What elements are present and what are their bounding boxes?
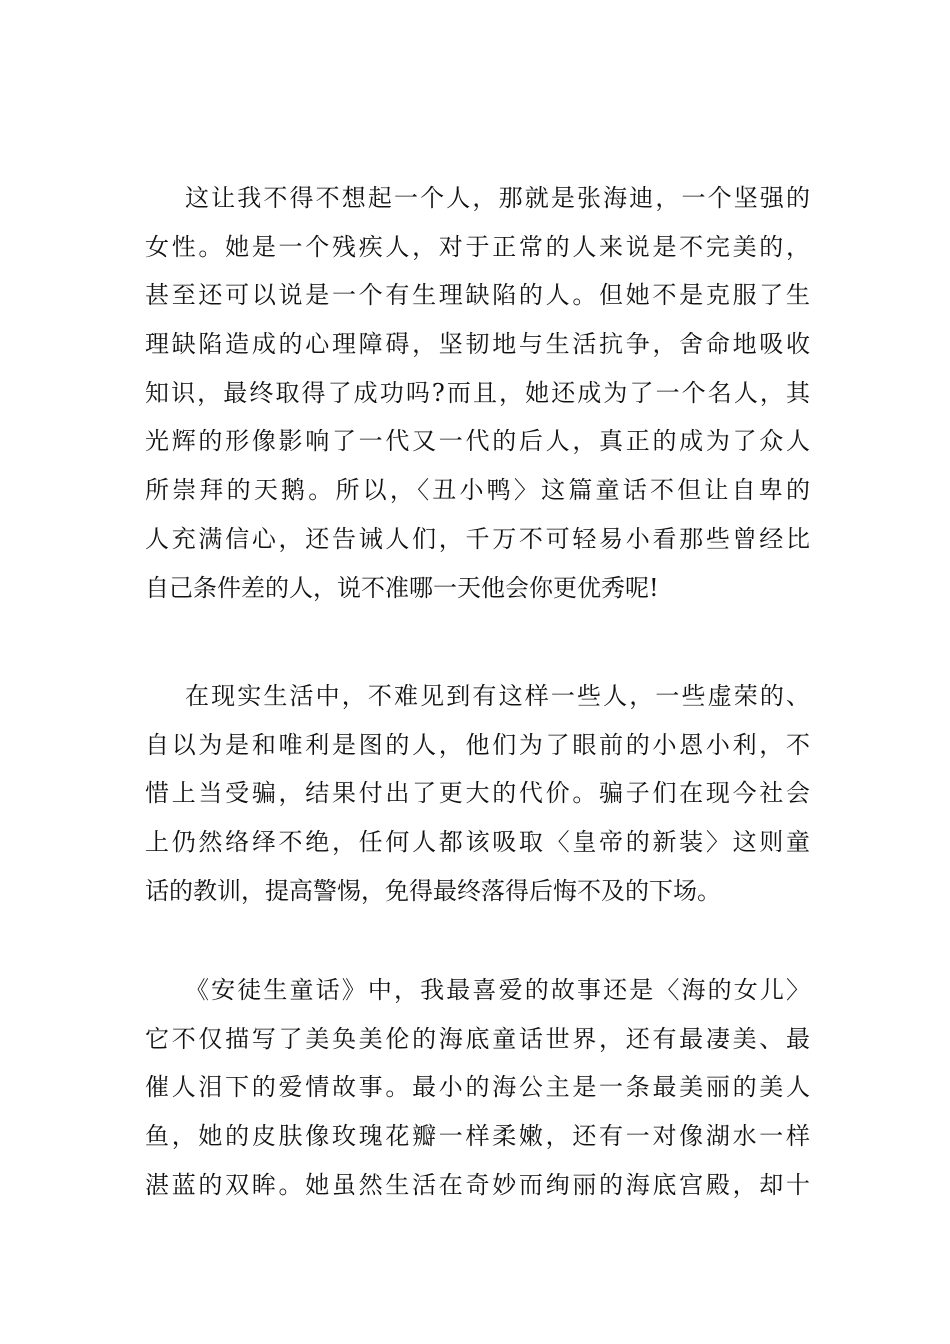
text-line: 女性。她是一个残疾人，对于正常的人来说是不完美的， (145, 232, 810, 261)
paragraph-1 (145, 174, 810, 612)
paragraph-2 (145, 672, 810, 915)
text-line: 自以为是和唯利是图的人，他们为了眼前的小恩小利，不 (145, 730, 810, 759)
text-line: 话的教训，提高警惕，免得最终落得后悔不及的下场。 (145, 876, 721, 905)
text-line: 甚至还可以说是一个有生理缺陷的人。但她不是克服了生 (145, 281, 810, 310)
paragraph-3 (145, 966, 810, 1209)
text-line: 湛蓝的双眸。她虽然生活在奇妙而绚丽的海底宫殿，却十 (145, 1170, 810, 1199)
text-line: 理缺陷造成的心理障碍，坚韧地与生活抗争，舍命地吸收 (145, 330, 810, 359)
text-line: 所崇拜的天鹅。所以，〈丑小鸭〉这篇童话不但让自卑的 (145, 476, 810, 505)
text-line: 这让我不得不想起一个人，那就是张海迪，一个坚强的 (185, 184, 810, 212)
text-line: 鱼，她的皮肤像玫瑰花瓣一样柔嫩，还有一对像湖水一样 (145, 1122, 810, 1151)
text-line: 催人泪下的爱情故事。最小的海公主是一条最美丽的美人 (145, 1073, 810, 1102)
text-line: 人充满信心，还告诫人们，千万不可轻易小看那些曾经比 (145, 524, 810, 553)
text-line: 惜上当受骗，结果付出了更大的代价。骗子们在现今社会 (145, 779, 810, 808)
text-line: 自己条件差的人，说不准哪一天他会你更优秀呢! (145, 573, 659, 602)
text-line: 它不仅描写了美奂美伦的海底童话世界，还有最凄美、最 (145, 1024, 810, 1053)
text-line: 上仍然络绎不绝，任何人都该吸取〈皇帝的新装〉这则童 (145, 828, 810, 857)
text-line: 知识，最终取得了成功吗?而且，她还成为了一个名人，其 (145, 378, 810, 407)
text-line: 《安徒生童话》中，我最喜爱的故事还是〈海的女儿〉 (185, 976, 810, 1004)
text-line: 光辉的形像影响了一代又一代的后人，真正的成为了众人 (145, 427, 810, 456)
text-line: 在现实生活中，不难见到有这样一些人，一些虚荣的、 (185, 682, 810, 710)
